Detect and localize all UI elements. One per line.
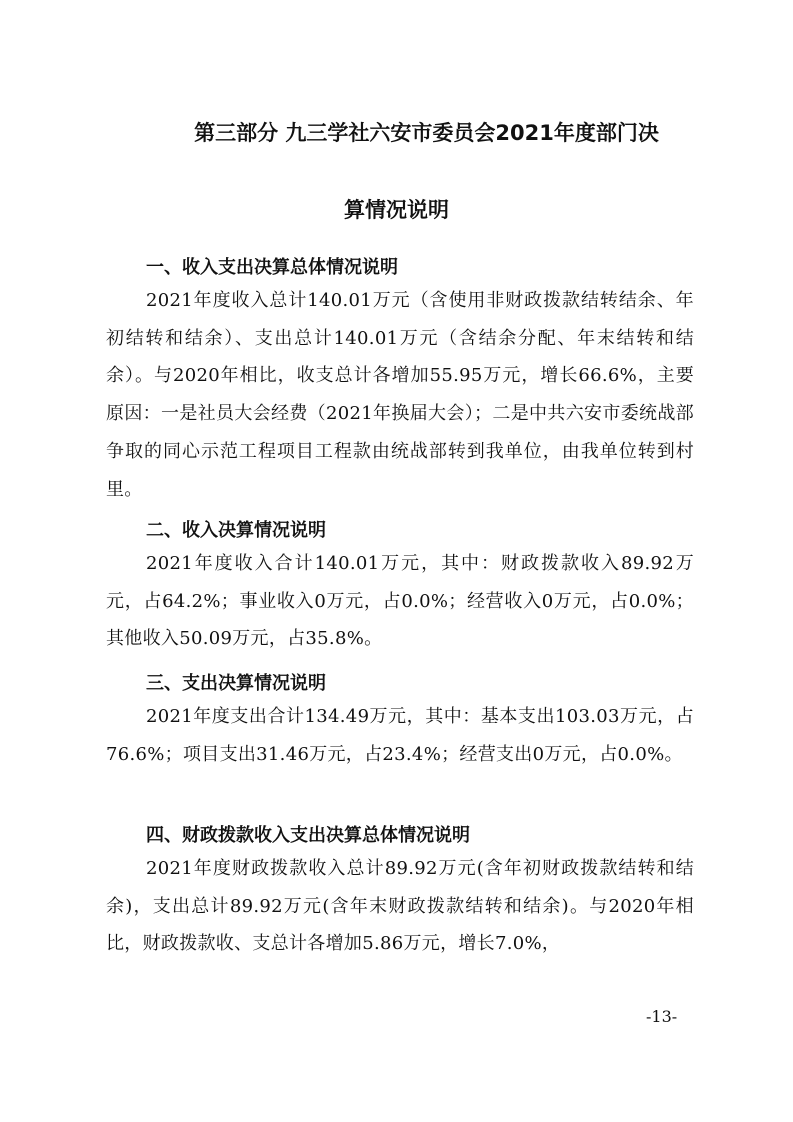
section-1-body: 2021年度收入总计140.01万元（含使用非财政拨款结转结余、年初结转和结余）、支出总计140.01万元（含结余分配、年末结转和结余）。与2020年相比，收支总计各增加55.95万元，增长66.6%，主要原因：一是社员大会经费（2021年换届大会）；二是中共六安市委统战部争取的同心示范工程项目工程款由统战部转到我单位，由我单位转到村里。 [106, 290, 694, 500]
section-3-heading: 三、支出决算情况说明 [146, 673, 326, 694]
section-2-body: 2021年度收入合计140.01万元，其中：财政拨款收入89.92万元，占64.2%；事业收入0万元，占0.0%；经营收入0万元，占0.0%；其他收入50.09万元，占35.8%。 [106, 553, 694, 650]
section-1-heading: 一、收入支出决算总体情况说明 [146, 257, 398, 278]
page-number: -13- [646, 1007, 678, 1026]
document-title-line-1: 第三部分 九三学社六安市委员会2021年度部门决 [194, 121, 659, 145]
section-4-body: 2021年度财政拨款收入总计89.92万元(含年初财政拨款结转和结余)，支出总计89.92万元(含年末财政拨款结转和结余)。与2020年相比，财政拨款收、支总计各增加5.86万元，增长7.0%， [106, 858, 694, 955]
section-2-heading: 二、收入决算情况说明 [146, 520, 326, 541]
document-title-line-2: 算情况说明 [344, 198, 449, 222]
section-3-body: 2021年度支出合计134.49万元，其中：基本支出103.03万元，占76.6%；项目支出31.46万元，占23.4%；经营支出0万元，占0.0%。 [106, 706, 694, 765]
section-4-heading: 四、财政拨款收入支出决算总体情况说明 [146, 825, 470, 846]
